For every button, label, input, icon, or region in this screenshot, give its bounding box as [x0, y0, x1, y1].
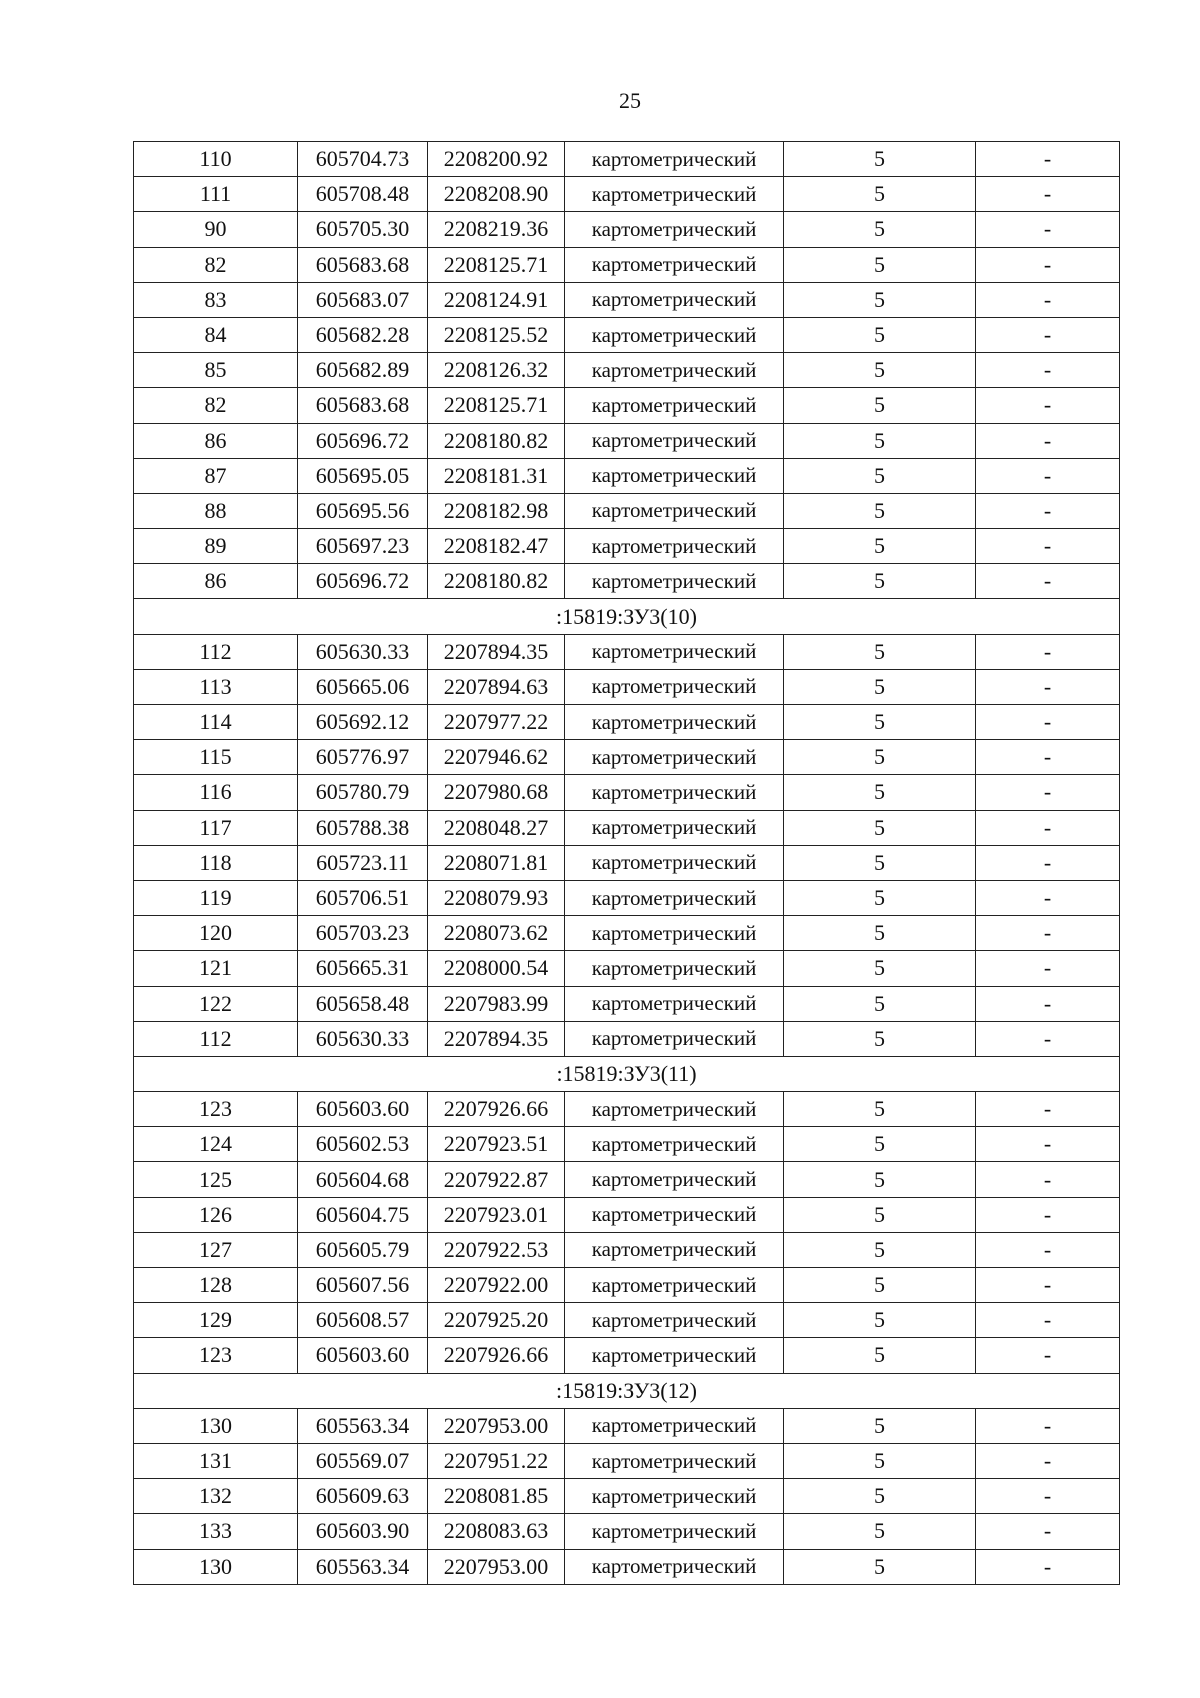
- description-cell: -: [976, 142, 1120, 177]
- description-cell: -: [976, 247, 1120, 282]
- x-coordinate-cell: 605602.53: [298, 1127, 428, 1162]
- accuracy-cell: 5: [784, 951, 976, 986]
- description-cell: -: [976, 317, 1120, 352]
- description-cell: -: [976, 1127, 1120, 1162]
- point-number-cell: 124: [134, 1127, 298, 1162]
- table-body: [134, 142, 1120, 1585]
- point-number-cell: 121: [134, 951, 298, 986]
- accuracy-cell: 5: [784, 529, 976, 564]
- y-coordinate-cell: 2208125.71: [428, 388, 565, 423]
- table-row: [134, 669, 1120, 704]
- y-coordinate-cell: 2208125.52: [428, 317, 565, 352]
- x-coordinate-cell: 605665.31: [298, 951, 428, 986]
- table-row: [134, 1232, 1120, 1267]
- section-label: :15819:ЗУ3(12): [134, 1373, 1120, 1408]
- table-row: [134, 810, 1120, 845]
- y-coordinate-cell: 2207925.20: [428, 1303, 565, 1338]
- method-cell: картометрический: [565, 810, 784, 845]
- accuracy-cell: 5: [784, 634, 976, 669]
- method-cell: картометрический: [565, 705, 784, 740]
- description-cell: -: [976, 705, 1120, 740]
- x-coordinate-cell: 605665.06: [298, 669, 428, 704]
- x-coordinate-cell: 605658.48: [298, 986, 428, 1021]
- description-cell: -: [976, 493, 1120, 528]
- x-coordinate-cell: 605692.12: [298, 705, 428, 740]
- description-cell: -: [976, 1092, 1120, 1127]
- method-cell: картометрический: [565, 1268, 784, 1303]
- description-cell: -: [976, 177, 1120, 212]
- x-coordinate-cell: 605682.89: [298, 353, 428, 388]
- y-coordinate-cell: 2207946.62: [428, 740, 565, 775]
- y-coordinate-cell: 2207894.63: [428, 669, 565, 704]
- accuracy-cell: 5: [784, 388, 976, 423]
- point-number-cell: 123: [134, 1338, 298, 1373]
- method-cell: картометрический: [565, 177, 784, 212]
- accuracy-cell: 5: [784, 916, 976, 951]
- table-row: [134, 1092, 1120, 1127]
- table-row: [134, 1127, 1120, 1162]
- method-cell: картометрический: [565, 493, 784, 528]
- table-row: [134, 458, 1120, 493]
- accuracy-cell: 5: [784, 1338, 976, 1373]
- point-number-cell: 90: [134, 212, 298, 247]
- coordinates-table: [133, 141, 1120, 1585]
- y-coordinate-cell: 2208200.92: [428, 142, 565, 177]
- method-cell: картометрический: [565, 564, 784, 599]
- x-coordinate-cell: 605604.68: [298, 1162, 428, 1197]
- section-header-row: [134, 1373, 1120, 1408]
- table-row: [134, 1408, 1120, 1443]
- description-cell: -: [976, 212, 1120, 247]
- y-coordinate-cell: 2207923.01: [428, 1197, 565, 1232]
- table-row: [134, 1338, 1120, 1373]
- description-cell: -: [976, 458, 1120, 493]
- x-coordinate-cell: 605788.38: [298, 810, 428, 845]
- x-coordinate-cell: 605683.07: [298, 282, 428, 317]
- method-cell: картометрический: [565, 880, 784, 915]
- x-coordinate-cell: 605696.72: [298, 564, 428, 599]
- x-coordinate-cell: 605603.60: [298, 1092, 428, 1127]
- y-coordinate-cell: 2207894.35: [428, 1021, 565, 1056]
- table-row: [134, 951, 1120, 986]
- y-coordinate-cell: 2207926.66: [428, 1092, 565, 1127]
- x-coordinate-cell: 605603.90: [298, 1514, 428, 1549]
- point-number-cell: 130: [134, 1408, 298, 1443]
- section-header-row: [134, 599, 1120, 634]
- y-coordinate-cell: 2208048.27: [428, 810, 565, 845]
- x-coordinate-cell: 605607.56: [298, 1268, 428, 1303]
- accuracy-cell: 5: [784, 669, 976, 704]
- y-coordinate-cell: 2208181.31: [428, 458, 565, 493]
- description-cell: -: [976, 388, 1120, 423]
- y-coordinate-cell: 2208219.36: [428, 212, 565, 247]
- point-number-cell: 125: [134, 1162, 298, 1197]
- table-row: [134, 353, 1120, 388]
- table-row: [134, 845, 1120, 880]
- x-coordinate-cell: 605603.60: [298, 1338, 428, 1373]
- point-number-cell: 88: [134, 493, 298, 528]
- accuracy-cell: 5: [784, 353, 976, 388]
- description-cell: -: [976, 282, 1120, 317]
- method-cell: картометрический: [565, 1021, 784, 1056]
- description-cell: -: [976, 634, 1120, 669]
- section-label: :15819:ЗУ3(11): [134, 1056, 1120, 1091]
- table-row: [134, 247, 1120, 282]
- method-cell: картометрический: [565, 1408, 784, 1443]
- accuracy-cell: 5: [784, 458, 976, 493]
- method-cell: картометрический: [565, 317, 784, 352]
- method-cell: картометрический: [565, 142, 784, 177]
- accuracy-cell: 5: [784, 880, 976, 915]
- accuracy-cell: 5: [784, 1162, 976, 1197]
- accuracy-cell: 5: [784, 775, 976, 810]
- x-coordinate-cell: 605683.68: [298, 388, 428, 423]
- point-number-cell: 85: [134, 353, 298, 388]
- y-coordinate-cell: 2208081.85: [428, 1479, 565, 1514]
- table-row: [134, 564, 1120, 599]
- accuracy-cell: 5: [784, 1092, 976, 1127]
- x-coordinate-cell: 605563.34: [298, 1549, 428, 1584]
- point-number-cell: 112: [134, 1021, 298, 1056]
- accuracy-cell: 5: [784, 705, 976, 740]
- y-coordinate-cell: 2207923.51: [428, 1127, 565, 1162]
- accuracy-cell: 5: [784, 247, 976, 282]
- y-coordinate-cell: 2208208.90: [428, 177, 565, 212]
- y-coordinate-cell: 2207953.00: [428, 1549, 565, 1584]
- table-row: [134, 705, 1120, 740]
- method-cell: картометрический: [565, 1197, 784, 1232]
- table-row: [134, 317, 1120, 352]
- table-row: [134, 1479, 1120, 1514]
- accuracy-cell: 5: [784, 845, 976, 880]
- description-cell: -: [976, 1443, 1120, 1478]
- point-number-cell: 115: [134, 740, 298, 775]
- x-coordinate-cell: 605609.63: [298, 1479, 428, 1514]
- y-coordinate-cell: 2207951.22: [428, 1443, 565, 1478]
- method-cell: картометрический: [565, 1303, 784, 1338]
- y-coordinate-cell: 2208126.32: [428, 353, 565, 388]
- table-row: [134, 1514, 1120, 1549]
- x-coordinate-cell: 605706.51: [298, 880, 428, 915]
- method-cell: картометрический: [565, 212, 784, 247]
- table-row: [134, 880, 1120, 915]
- accuracy-cell: 5: [784, 142, 976, 177]
- description-cell: -: [976, 880, 1120, 915]
- method-cell: картометрический: [565, 1443, 784, 1478]
- y-coordinate-cell: 2208000.54: [428, 951, 565, 986]
- y-coordinate-cell: 2207926.66: [428, 1338, 565, 1373]
- point-number-cell: 117: [134, 810, 298, 845]
- method-cell: картометрический: [565, 1127, 784, 1162]
- description-cell: -: [976, 1162, 1120, 1197]
- accuracy-cell: 5: [784, 1303, 976, 1338]
- y-coordinate-cell: 2207980.68: [428, 775, 565, 810]
- x-coordinate-cell: 605630.33: [298, 1021, 428, 1056]
- description-cell: -: [976, 986, 1120, 1021]
- accuracy-cell: 5: [784, 564, 976, 599]
- description-cell: -: [976, 353, 1120, 388]
- point-number-cell: 110: [134, 142, 298, 177]
- description-cell: -: [976, 1303, 1120, 1338]
- point-number-cell: 132: [134, 1479, 298, 1514]
- y-coordinate-cell: 2207922.00: [428, 1268, 565, 1303]
- description-cell: -: [976, 1021, 1120, 1056]
- x-coordinate-cell: 605569.07: [298, 1443, 428, 1478]
- accuracy-cell: 5: [784, 810, 976, 845]
- description-cell: -: [976, 1479, 1120, 1514]
- accuracy-cell: 5: [784, 740, 976, 775]
- x-coordinate-cell: 605708.48: [298, 177, 428, 212]
- table-row: [134, 1549, 1120, 1584]
- point-number-cell: 127: [134, 1232, 298, 1267]
- table-row: [134, 493, 1120, 528]
- section-label: :15819:ЗУ3(10): [134, 599, 1120, 634]
- accuracy-cell: 5: [784, 986, 976, 1021]
- table-row: [134, 1021, 1120, 1056]
- point-number-cell: 128: [134, 1268, 298, 1303]
- method-cell: картометрический: [565, 916, 784, 951]
- table-row: [134, 775, 1120, 810]
- description-cell: -: [976, 916, 1120, 951]
- x-coordinate-cell: 605695.05: [298, 458, 428, 493]
- description-cell: -: [976, 1549, 1120, 1584]
- point-number-cell: 111: [134, 177, 298, 212]
- accuracy-cell: 5: [784, 423, 976, 458]
- table-row: [134, 1303, 1120, 1338]
- method-cell: картометрический: [565, 1092, 784, 1127]
- accuracy-cell: 5: [784, 493, 976, 528]
- table-row: [134, 212, 1120, 247]
- method-cell: картометрический: [565, 1549, 784, 1584]
- x-coordinate-cell: 605608.57: [298, 1303, 428, 1338]
- x-coordinate-cell: 605683.68: [298, 247, 428, 282]
- description-cell: -: [976, 1268, 1120, 1303]
- method-cell: картометрический: [565, 529, 784, 564]
- table-row: [134, 177, 1120, 212]
- table-row: [134, 282, 1120, 317]
- x-coordinate-cell: 605703.23: [298, 916, 428, 951]
- point-number-cell: 123: [134, 1092, 298, 1127]
- accuracy-cell: 5: [784, 212, 976, 247]
- description-cell: -: [976, 669, 1120, 704]
- point-number-cell: 120: [134, 916, 298, 951]
- method-cell: картометрический: [565, 247, 784, 282]
- description-cell: -: [976, 775, 1120, 810]
- y-coordinate-cell: 2208124.91: [428, 282, 565, 317]
- description-cell: -: [976, 845, 1120, 880]
- x-coordinate-cell: 605630.33: [298, 634, 428, 669]
- table-row: [134, 916, 1120, 951]
- point-number-cell: 116: [134, 775, 298, 810]
- method-cell: картометрический: [565, 740, 784, 775]
- x-coordinate-cell: 605723.11: [298, 845, 428, 880]
- table-row: [134, 1268, 1120, 1303]
- y-coordinate-cell: 2208182.98: [428, 493, 565, 528]
- description-cell: -: [976, 1338, 1120, 1373]
- y-coordinate-cell: 2207953.00: [428, 1408, 565, 1443]
- point-number-cell: 126: [134, 1197, 298, 1232]
- point-number-cell: 133: [134, 1514, 298, 1549]
- description-cell: -: [976, 529, 1120, 564]
- y-coordinate-cell: 2207977.22: [428, 705, 565, 740]
- x-coordinate-cell: 605705.30: [298, 212, 428, 247]
- y-coordinate-cell: 2208083.63: [428, 1514, 565, 1549]
- section-header-row: [134, 1056, 1120, 1091]
- point-number-cell: 114: [134, 705, 298, 740]
- accuracy-cell: 5: [784, 1479, 976, 1514]
- point-number-cell: 86: [134, 423, 298, 458]
- point-number-cell: 112: [134, 634, 298, 669]
- accuracy-cell: 5: [784, 1021, 976, 1056]
- x-coordinate-cell: 605604.75: [298, 1197, 428, 1232]
- table-row: [134, 142, 1120, 177]
- method-cell: картометрический: [565, 458, 784, 493]
- table-row: [134, 634, 1120, 669]
- y-coordinate-cell: 2208180.82: [428, 564, 565, 599]
- point-number-cell: 119: [134, 880, 298, 915]
- description-cell: -: [976, 1514, 1120, 1549]
- x-coordinate-cell: 605776.97: [298, 740, 428, 775]
- x-coordinate-cell: 605697.23: [298, 529, 428, 564]
- y-coordinate-cell: 2207922.53: [428, 1232, 565, 1267]
- x-coordinate-cell: 605682.28: [298, 317, 428, 352]
- table-row: [134, 1443, 1120, 1478]
- point-number-cell: 82: [134, 247, 298, 282]
- point-number-cell: 86: [134, 564, 298, 599]
- point-number-cell: 131: [134, 1443, 298, 1478]
- x-coordinate-cell: 605696.72: [298, 423, 428, 458]
- method-cell: картометрический: [565, 1514, 784, 1549]
- method-cell: картометрический: [565, 669, 784, 704]
- x-coordinate-cell: 605704.73: [298, 142, 428, 177]
- accuracy-cell: 5: [784, 1443, 976, 1478]
- method-cell: картометрический: [565, 388, 784, 423]
- description-cell: -: [976, 564, 1120, 599]
- point-number-cell: 129: [134, 1303, 298, 1338]
- accuracy-cell: 5: [784, 1127, 976, 1162]
- point-number-cell: 82: [134, 388, 298, 423]
- method-cell: картометрический: [565, 951, 784, 986]
- x-coordinate-cell: 605605.79: [298, 1232, 428, 1267]
- accuracy-cell: 5: [784, 317, 976, 352]
- table-row: [134, 1197, 1120, 1232]
- method-cell: картометрический: [565, 1232, 784, 1267]
- table-row: [134, 740, 1120, 775]
- y-coordinate-cell: 2207922.87: [428, 1162, 565, 1197]
- method-cell: картометрический: [565, 1338, 784, 1373]
- method-cell: картометрический: [565, 1479, 784, 1514]
- method-cell: картометрический: [565, 634, 784, 669]
- page-number: 25: [619, 88, 641, 113]
- table-row: [134, 986, 1120, 1021]
- accuracy-cell: 5: [784, 1232, 976, 1267]
- table-row: [134, 529, 1120, 564]
- point-number-cell: 118: [134, 845, 298, 880]
- point-number-cell: 87: [134, 458, 298, 493]
- y-coordinate-cell: 2208071.81: [428, 845, 565, 880]
- point-number-cell: 122: [134, 986, 298, 1021]
- method-cell: картометрический: [565, 353, 784, 388]
- y-coordinate-cell: 2207894.35: [428, 634, 565, 669]
- accuracy-cell: 5: [784, 1514, 976, 1549]
- table-row: [134, 388, 1120, 423]
- method-cell: картометрический: [565, 282, 784, 317]
- y-coordinate-cell: 2208079.93: [428, 880, 565, 915]
- method-cell: картометрический: [565, 775, 784, 810]
- point-number-cell: 89: [134, 529, 298, 564]
- table-row: [134, 423, 1120, 458]
- y-coordinate-cell: 2208073.62: [428, 916, 565, 951]
- accuracy-cell: 5: [784, 282, 976, 317]
- accuracy-cell: 5: [784, 177, 976, 212]
- accuracy-cell: 5: [784, 1268, 976, 1303]
- point-number-cell: 83: [134, 282, 298, 317]
- method-cell: картометрический: [565, 423, 784, 458]
- method-cell: картометрический: [565, 1162, 784, 1197]
- accuracy-cell: 5: [784, 1197, 976, 1232]
- point-number-cell: 113: [134, 669, 298, 704]
- description-cell: -: [976, 1197, 1120, 1232]
- description-cell: -: [976, 810, 1120, 845]
- table-row: [134, 1162, 1120, 1197]
- description-cell: -: [976, 1408, 1120, 1443]
- y-coordinate-cell: 2208182.47: [428, 529, 565, 564]
- description-cell: -: [976, 423, 1120, 458]
- method-cell: картометрический: [565, 986, 784, 1021]
- accuracy-cell: 5: [784, 1408, 976, 1443]
- description-cell: -: [976, 1232, 1120, 1267]
- description-cell: -: [976, 951, 1120, 986]
- x-coordinate-cell: 605695.56: [298, 493, 428, 528]
- accuracy-cell: 5: [784, 1549, 976, 1584]
- description-cell: -: [976, 740, 1120, 775]
- method-cell: картометрический: [565, 845, 784, 880]
- y-coordinate-cell: 2208125.71: [428, 247, 565, 282]
- x-coordinate-cell: 605780.79: [298, 775, 428, 810]
- y-coordinate-cell: 2208180.82: [428, 423, 565, 458]
- point-number-cell: 130: [134, 1549, 298, 1584]
- x-coordinate-cell: 605563.34: [298, 1408, 428, 1443]
- y-coordinate-cell: 2207983.99: [428, 986, 565, 1021]
- point-number-cell: 84: [134, 317, 298, 352]
